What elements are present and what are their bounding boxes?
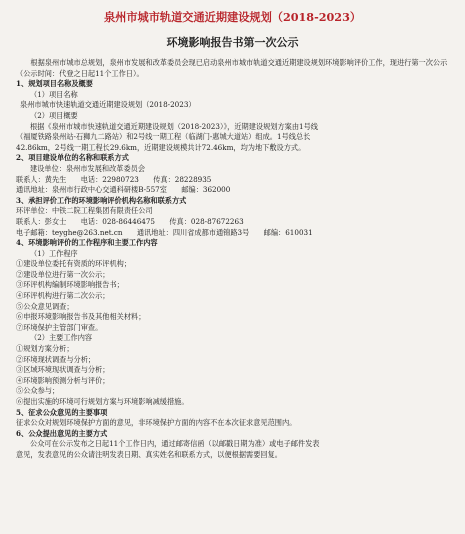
- section-6-line: 意见，发表意见的公众请注明发表日期、真实姓名和联系方式，以便根据需要回复。: [16, 449, 282, 459]
- project-summary-label: （2）项目概要: [30, 110, 78, 120]
- procedure-item: ③环评机构编制环境影响报告书；: [16, 280, 124, 290]
- construction-unit: 建设单位：泉州市发展和改革委员会: [30, 163, 146, 173]
- section-2: [16, 153, 449, 195]
- section-5: [16, 408, 449, 429]
- procedure-item: ⑦环境保护主管部门审查。: [16, 322, 103, 332]
- work-content-item: ⑤公众参与；: [16, 386, 60, 396]
- construction-contact: 联系人：黄先生 电话：22980723 传真：28228935: [16, 174, 212, 184]
- notice-title: 泉州市城市轨道交通近期建设规划（2018-2023）: [103, 10, 362, 24]
- procedure-item: ⑤公众意见调查；: [16, 301, 74, 311]
- work-content-label: （2）主要工作内容: [30, 333, 93, 343]
- section-5-heading: 5、征求公众意见的主要事项: [16, 407, 108, 417]
- construction-address: 通讯地址：泉州市行政中心交通科研楼B-557室 邮编：362000: [16, 185, 231, 195]
- project-name-value: 泉州市城市快速轨道交通近期建设规划（2018-2023）: [20, 100, 196, 110]
- notice-subtitle: 环境影响报告书第一次公示: [166, 36, 299, 49]
- procedure-item: ⑥申报环境影响报告书及其他相关材料；: [16, 312, 146, 322]
- section-3-heading: 3、承担评价工作的环境影响评价机构名称和联系方式: [16, 195, 187, 205]
- work-content-item: ③区域环境现状调查与分析；: [16, 365, 110, 375]
- section-6-heading: 6、公众提出意见的主要方式: [16, 428, 108, 438]
- work-content-item: ①规划方案分析；: [16, 344, 74, 354]
- section-4: [16, 238, 449, 408]
- project-summary-line: 42.86km，2号线一期工程长29.6km，近期建设规模共计72.46km，均为地下敷设方式。: [16, 142, 306, 152]
- procedure-label: （1）工作程序: [30, 248, 78, 258]
- section-1: [16, 79, 449, 153]
- project-name-label: （1）项目名称: [30, 89, 78, 99]
- section-3: [16, 196, 449, 238]
- section-5-text: 征求公众对规划环境保护方面的意见，非环境保护方面的内容不在本次征求意见范围内。: [16, 418, 297, 428]
- section-4-heading: 4、环境影响评价的工作程序和主要工作内容: [16, 238, 158, 248]
- eia-agency: 环评单位：中铁二院工程集团有限责任公司: [16, 206, 153, 216]
- project-summary-line: 根据《泉州市城市快速轨道交通近期建设规划（2018-2023）》，近期建设规划方案由1号线: [30, 121, 318, 131]
- section-6: [16, 429, 449, 461]
- work-content-item: ⑥提出实施的环境可行规划方案与环境影响减缓措施。: [16, 397, 189, 406]
- intro-paragraph: 根据泉州市城市总规划，泉州市发展和改革委员会现已启动泉州市城市轨道交通近期建设规划环境影响评价工作，现进行第一次公示（公示时间：代登之日起11个工作日）。: [16, 58, 448, 78]
- section-1-heading: 1、规划项目名称及概要: [16, 79, 93, 89]
- section-2-heading: 2、项目建设单位的名称和联系方式: [16, 153, 129, 163]
- project-summary-line: （福厦铁路泉州站-石狮九二路站）和2号线一期工程（临湖门-惠城大道站）组成。1号线总长: [16, 132, 311, 142]
- procedure-item: ②建设单位进行第一次公示；: [16, 269, 110, 279]
- procedure-item: ④环评机构进行第二次公示；: [16, 291, 110, 301]
- work-content-item: ②环境现状调查与分析；: [16, 354, 96, 364]
- eia-email-address: 电子邮箱：teyghe@263.net.cn 通讯地址：四川省成都市通锦路3号 邮编：610031: [16, 227, 313, 237]
- eia-contact: 联系人：彭女士 电话：028-86446475 传真：028-87672263: [16, 216, 244, 226]
- section-6-line: 公众可在公示发布之日起11个工作日内，通过邮寄信函（以邮戳日期为准）或电子邮件发表: [30, 439, 320, 449]
- procedure-item: ①建设单位委托有资质的环评机构；: [16, 259, 132, 269]
- work-content-item: ④环境影响预测分析与评价；: [16, 375, 110, 385]
